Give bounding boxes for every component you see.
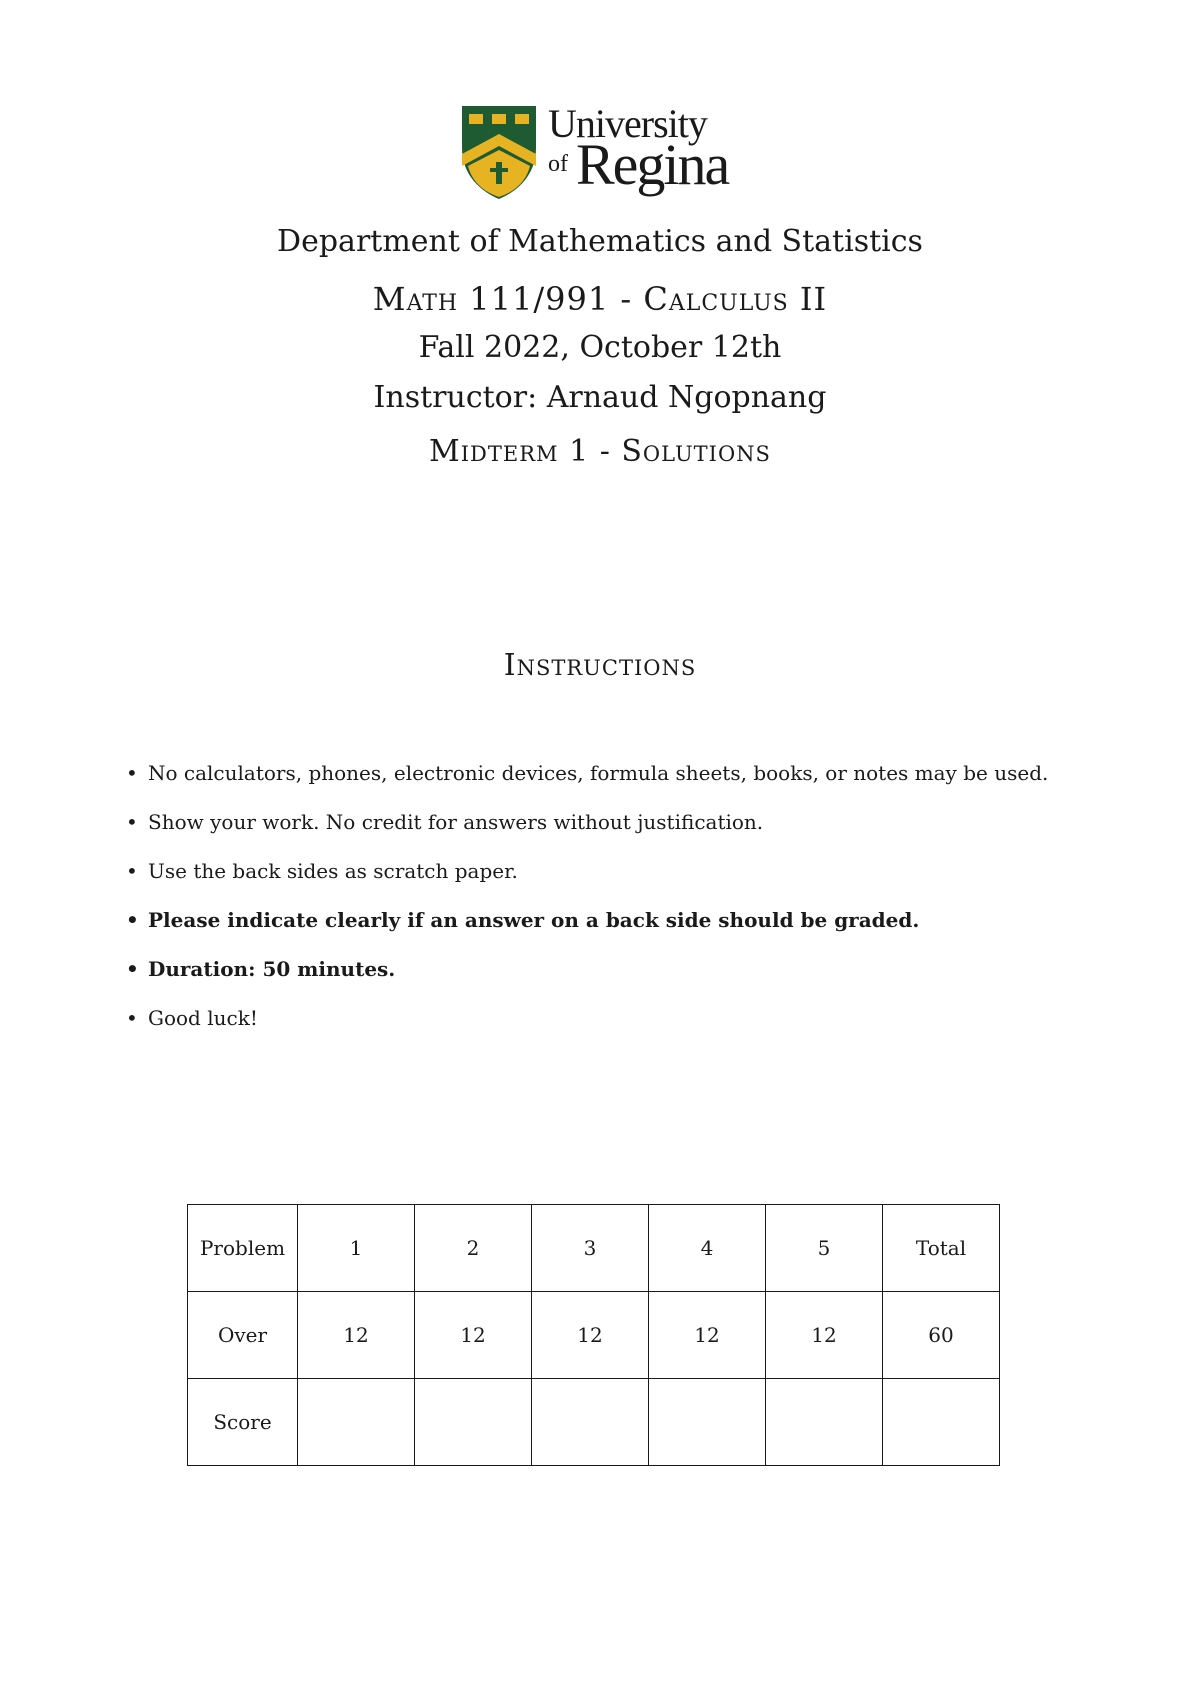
table-cell: Score [188,1379,298,1466]
instructor-name: Instructor: Arnaud Ngopnang [373,380,827,415]
university-wordmark [548,101,758,200]
bullet-icon: • [126,908,139,932]
table-cell: 12 [649,1292,766,1379]
instructions-heading: Instructions [503,648,697,683]
score-cell [415,1379,532,1466]
wordmark-regina: Regina [576,132,729,197]
table-cell: 4 [649,1205,766,1292]
table-cell: 60 [883,1292,1000,1379]
table-cell: 12 [415,1292,532,1379]
wordmark-of: of [548,151,568,177]
exam-date: Fall 2022, October 12th [418,330,782,365]
table-cell: 12 [766,1292,883,1379]
table-cell: Total [883,1205,1000,1292]
instructions-list [126,760,1086,1054]
score-cell [532,1379,649,1466]
instruction-text: Use the back sides as scratch paper. [148,859,518,883]
bullet-icon: • [126,957,139,981]
exam-title: Midterm 1 - Solutions [429,434,771,469]
table-cell: 2 [415,1205,532,1292]
bullet-icon: • [126,810,138,834]
instruction-item [126,809,1086,858]
instruction-text: Duration: 50 minutes. [148,957,396,981]
bullet-icon: • [126,1006,138,1030]
score-cell [298,1379,415,1466]
instruction-text: Please indicate clearly if an answer on a back side should be graded. [148,908,920,932]
score-table [187,1204,1000,1466]
instruction-item [126,858,1086,907]
instruction-text: No calculators, phones, electronic devices, formula sheets, books, or notes may be used. [148,761,1049,785]
table-row-score [188,1379,1000,1466]
bullet-icon: • [126,761,138,785]
instruction-item [126,956,1086,1005]
table-row-problem [188,1205,1000,1292]
score-cell [766,1379,883,1466]
score-cell [883,1379,1000,1466]
instruction-text: Show your work. No credit for answers without justification. [148,810,764,834]
table-cell: 12 [298,1292,415,1379]
score-cell [649,1379,766,1466]
instruction-item [126,907,1086,956]
department-name: Department of Mathematics and Statistics [277,224,923,259]
bullet-icon: • [126,859,138,883]
university-logo [460,101,750,200]
university-crest-icon [460,104,538,200]
instruction-item [126,760,1086,809]
course-title: Math 111/991 - Calculus II [372,280,828,318]
table-cell: Over [188,1292,298,1379]
table-cell: 3 [532,1205,649,1292]
wordmark-university: University [548,101,707,146]
instruction-item [126,1005,1086,1054]
table-row-over [188,1292,1000,1379]
table-cell: Problem [188,1205,298,1292]
table-cell: 12 [532,1292,649,1379]
table-cell: 5 [766,1205,883,1292]
table-cell: 1 [298,1205,415,1292]
instruction-text: Good luck! [148,1006,258,1030]
